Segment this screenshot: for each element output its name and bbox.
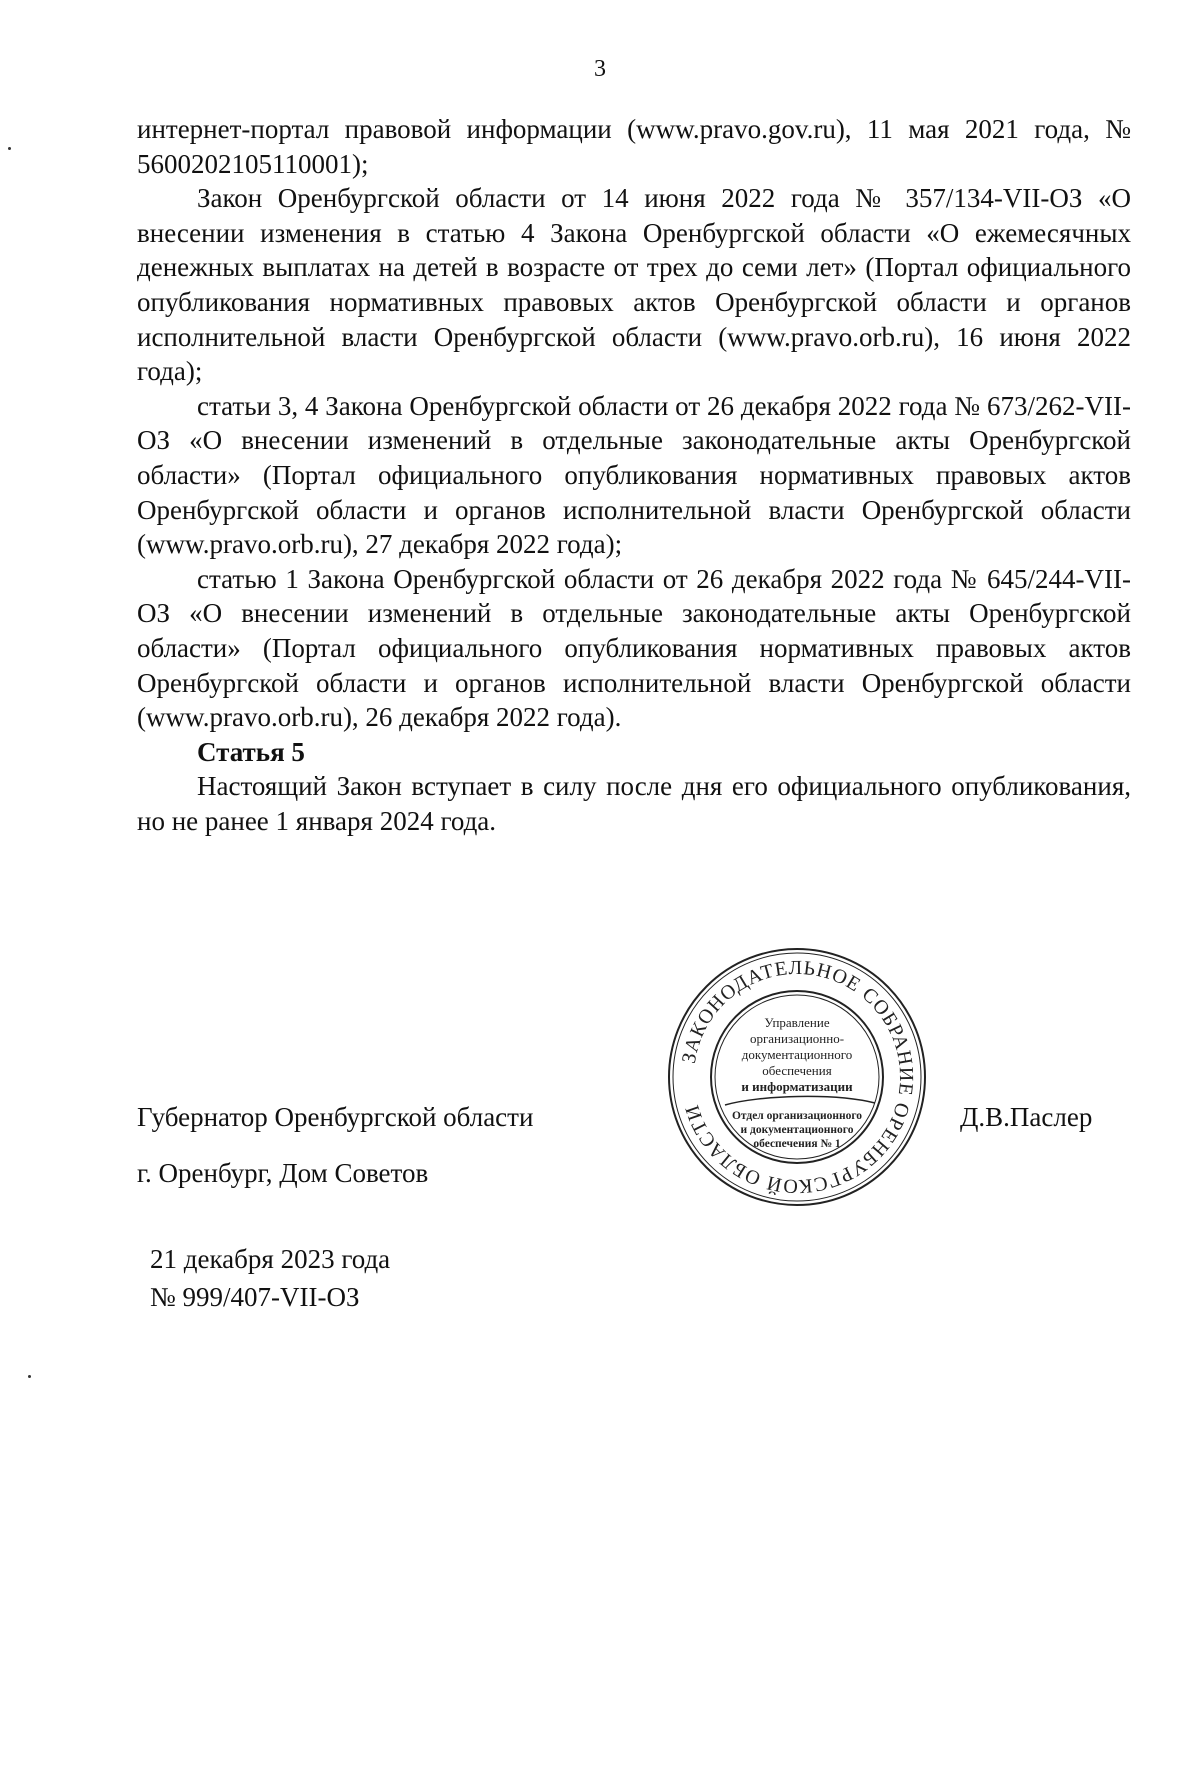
paragraph: Закон Оренбургской области от 14 июня 2022 года № 357/134-VII-ОЗ «О внесении изменения в статью 4 Закона Оренбургской области «О ежемесячных денежных выплатах на детей в возрасте от трех до семи лет» (Портал официального опубликования нормативных правовых актов Оренбургской области и органов исполнительной власти Оренбургской области (www.pravo.orb.ru), 16 июня 2022 года);	[137, 183, 1131, 387]
seal-line: обеспечения	[762, 1063, 832, 1078]
paragraph: статью 1 Закона Оренбургской области от 26 декабря 2022 года № 645/244-VII-ОЗ «О внесении изменений в отдельные законодательные акты Оренбургской области» (Портал официального опубликования нормативных правовых актов Оренбургской области и органов исполнительной власти Оренбургской области (www.pravo.orb.ru), 26 декабря 2022 года).	[137, 563, 1131, 733]
signatory-title: Губернатор Оренбургской области	[137, 1102, 534, 1132]
seal-line: документационного	[741, 1047, 853, 1062]
scan-speck	[8, 147, 11, 150]
article-text: Настоящий Закон вступает в силу после дня его официального опубликования, но не ранее 1 января 2024 года.	[137, 771, 1131, 836]
seal-line: Отдел организационного	[731, 1110, 863, 1122]
paragraph: интернет-портал правовой информации (www.pravo.gov.ru), 11 мая 2021 года, № 5600202105110001);	[137, 114, 1131, 179]
seal-line: организационно-	[749, 1031, 845, 1046]
seal-line: и документационного	[740, 1124, 854, 1136]
article-heading: Статья 5	[197, 736, 305, 767]
signatory-name: Д.В.Паслер	[960, 1102, 1093, 1132]
paragraph: статьи 3, 4 Закона Оренбургской области от 26 декабря 2022 года № 673/262-VII-ОЗ «О внесении изменений в отдельные законодательные акты Оренбургской области» (Портал официального опубликования нормативных правовых актов Оренбургской области и органов исполнительной власти Оренбургской области (www.pravo.orb.ru), 27 декабря 2022 года);	[137, 390, 1131, 560]
law-number: № 999/407-VII-ОЗ	[150, 1282, 360, 1312]
official-seal	[665, 945, 929, 1209]
seal-ring-text: ЗАКОНОДАТЕЛЬНОЕ СОБРАНИЕ ОРЕНБУРГСКОЙ ОБЛАСТИ	[677, 956, 918, 1198]
seal-line: Управление	[764, 1015, 830, 1030]
page-number: 3	[594, 56, 606, 82]
law-date: 21 декабря 2023 года	[150, 1244, 391, 1274]
document-body	[137, 112, 1131, 838]
scan-speck	[28, 1375, 31, 1378]
seal-line: обеспечения № 1	[753, 1138, 841, 1150]
seal-line: и информатизации	[741, 1079, 853, 1094]
signing-place: г. Оренбург, Дом Советов	[137, 1158, 429, 1188]
